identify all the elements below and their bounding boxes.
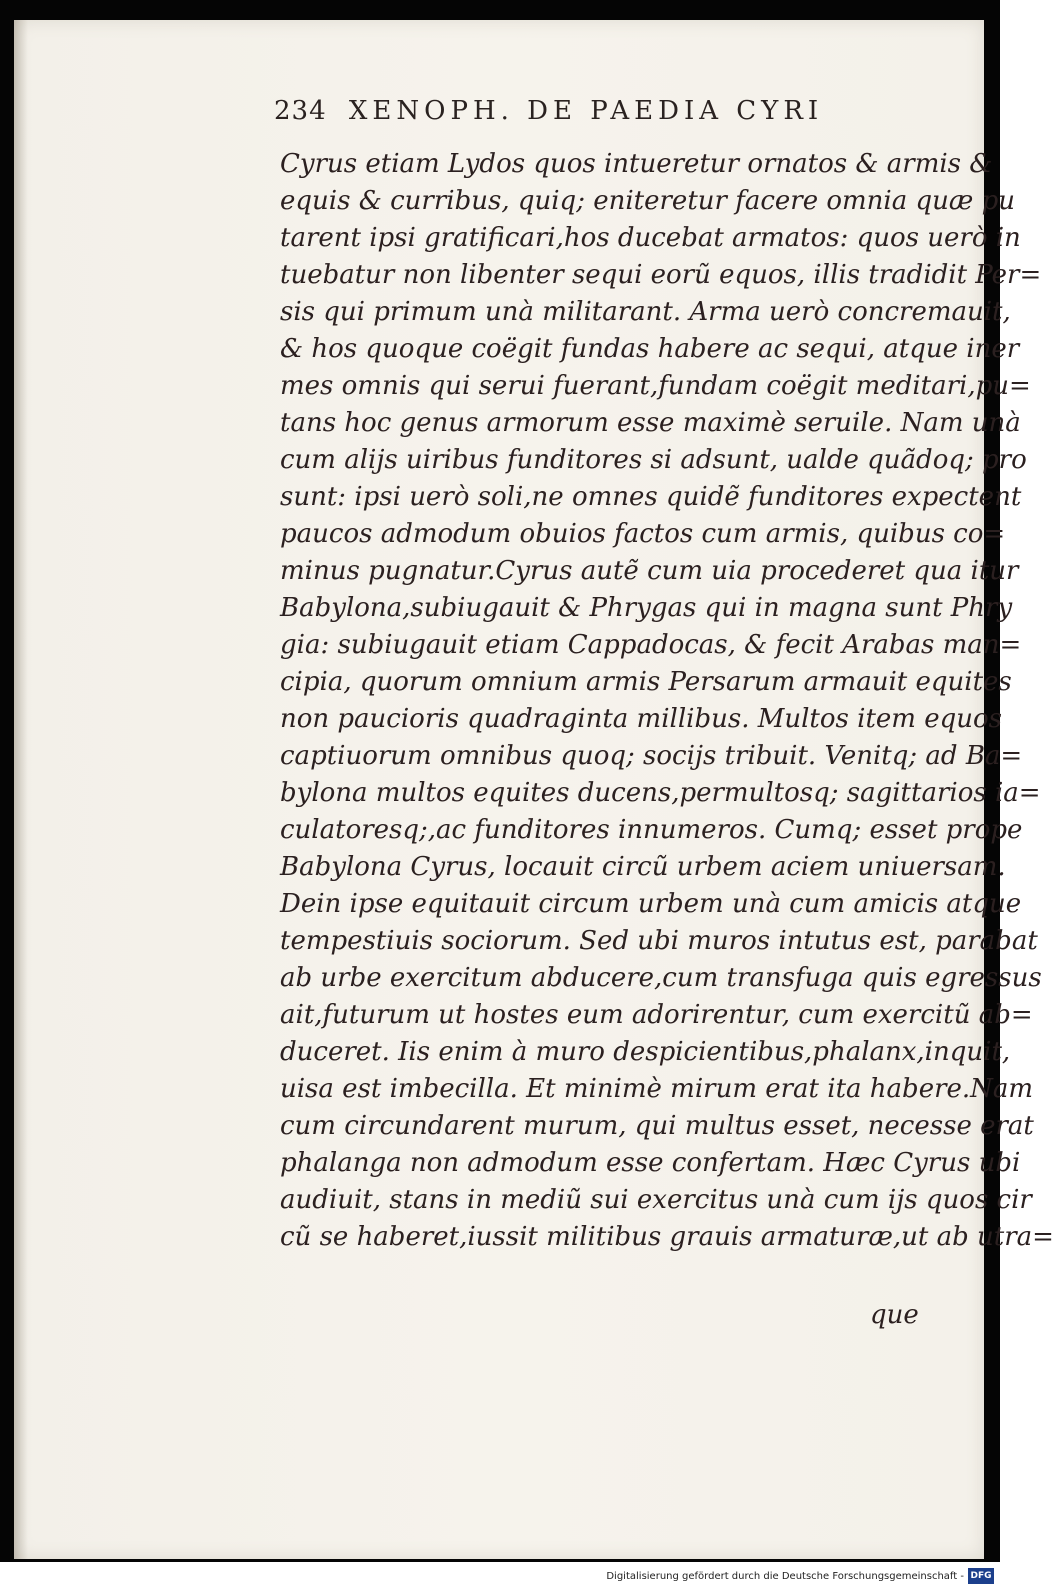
text-line: uisa est imbecilla. Et minimè mirum erat ita habere.Nam (280, 1074, 1034, 1104)
text-line: cum circundarent murum, qui multus esset, necesse erat (280, 1111, 1034, 1141)
text-line: gia: subiugauit etiam Cappadocas, & fecit Arabas man= (280, 630, 1022, 660)
text-line: audiuit, stans in mediũ sui exercitus unà cum ijs quos cir (280, 1185, 1032, 1215)
catchword: que (870, 1300, 919, 1330)
text-line: bylona multos equites ducens,permultosq; sagittarios ia= (280, 778, 1041, 808)
text-line: cũ se haberet,iussit militibus grauis armaturæ,ut ab utra= (280, 1222, 1054, 1252)
text-line: Babylona,subiugauit & Phrygas qui in magna sunt Phry (280, 593, 1013, 623)
digitization-footer (0, 1562, 1000, 1595)
text-line: minus pugnatur.Cyrus autẽ cum uia procederet qua itur (280, 556, 1019, 586)
text-line: sunt: ipsi uerò soli,ne omnes quidẽ funditores expectent (280, 482, 1022, 512)
text-line: mes omnis qui serui fuerant,fundam coëgit meditari,pu= (280, 371, 1031, 401)
text-line: non paucioris quadraginta millibus. Multos item equos (280, 704, 1002, 734)
text-line: culatoresq;,ac funditores innumeros. Cumq; esset prope (280, 815, 1023, 845)
text-line: ait,futurum ut hostes eum adorirentur, cum exercitũ ab= (280, 1000, 1033, 1030)
text-line: tempestiuis sociorum. Sed ubi muros intutus est, parabat (280, 926, 1038, 956)
text-line: sis qui primum unà militarant. Arma uerò concremauit, (280, 297, 1011, 327)
text-line: cum alijs uiribus funditores si adsunt, ualde quãdoq; pro (280, 445, 1027, 475)
text-line: tans hoc genus armorum esse maximè seruile. Nam unà (280, 408, 1021, 438)
text-line: captiuorum omnibus quoq; socijs tribuit. Venitq; ad Ba= (280, 741, 1023, 771)
text-line: tarent ipsi gratificari,hos ducebat armatos: quos uerò in (280, 223, 1021, 253)
text-line: equis & curribus, quiq; eniteretur facere omnia quæ pu (280, 186, 1015, 216)
text-line: phalanga non admodum esse confertam. Hæc Cyrus ubi (280, 1148, 1021, 1178)
text-line: Cyrus etiam Lydos quos intueretur ornatos & armis & (280, 149, 993, 179)
running-title: XENOPH. DE PAEDIA CYRI (348, 96, 824, 126)
page-number: 234 (274, 96, 327, 126)
body-text (280, 146, 1054, 1256)
text-line: Dein ipse equitauit circum urbem unà cum amicis atque (280, 889, 1022, 919)
text-line: cipia, quorum omnium armis Persarum armauit equites (280, 667, 1012, 697)
funding-credit: Digitalisierung gefördert durch die Deutsche Forschungsgemeinschaft - (606, 1571, 964, 1582)
text-line: tuebatur non libenter sequi eorũ equos, illis tradidit Per= (280, 260, 1042, 290)
running-head (274, 96, 874, 136)
text-line: paucos admodum obuios factos cum armis, quibus co= (280, 519, 1006, 549)
text-line: & hos quoque coëgit fundas habere ac sequi, atque iner (280, 334, 1020, 364)
text-line: duceret. Iis enim à muro despicientibus,phalanx,inquit, (280, 1037, 1011, 1067)
text-line: ab urbe exercitum abducere,cum transfuga quis egressus (280, 963, 1042, 993)
page-gutter-shadow (14, 20, 28, 1559)
text-line: Babylona Cyrus, locauit circũ urbem aciem uniuersam. (280, 852, 1006, 882)
dfg-logo: DFG (968, 1568, 994, 1584)
